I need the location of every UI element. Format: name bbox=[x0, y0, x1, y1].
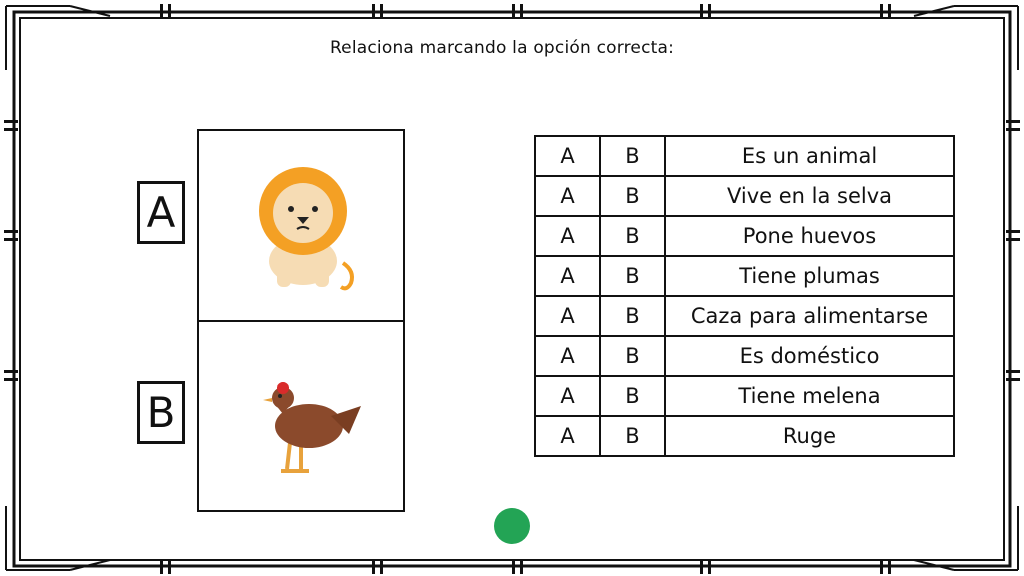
lion-illustration bbox=[243, 163, 363, 293]
statement-cell: Pone huevos bbox=[665, 216, 954, 256]
table-row bbox=[535, 296, 954, 336]
option-a-cell[interactable]: A bbox=[535, 136, 600, 176]
option-b-cell[interactable]: B bbox=[600, 216, 665, 256]
option-b-cell[interactable]: B bbox=[600, 376, 665, 416]
statement-cell: Vive en la selva bbox=[665, 176, 954, 216]
statement-cell: Ruge bbox=[665, 416, 954, 456]
option-b-cell[interactable]: B bbox=[600, 176, 665, 216]
letter-box-b: B bbox=[137, 381, 185, 444]
option-a-cell[interactable]: A bbox=[535, 296, 600, 336]
statement-cell: Es doméstico bbox=[665, 336, 954, 376]
statement-cell: Tiene plumas bbox=[665, 256, 954, 296]
option-a-cell[interactable]: A bbox=[535, 176, 600, 216]
option-a-cell[interactable]: A bbox=[535, 256, 600, 296]
hen-illustration bbox=[261, 374, 371, 484]
table-row bbox=[535, 216, 954, 256]
option-b-cell[interactable]: B bbox=[600, 136, 665, 176]
option-b-cell[interactable]: B bbox=[600, 416, 665, 456]
image-box-a bbox=[197, 129, 405, 322]
option-a-cell[interactable]: A bbox=[535, 216, 600, 256]
image-box-b bbox=[197, 320, 405, 512]
table-row bbox=[535, 256, 954, 296]
table-row bbox=[535, 376, 954, 416]
statement-cell: Es un animal bbox=[665, 136, 954, 176]
option-b-cell[interactable]: B bbox=[600, 256, 665, 296]
table-row bbox=[535, 336, 954, 376]
option-a-cell[interactable]: A bbox=[535, 416, 600, 456]
table-row bbox=[535, 176, 954, 216]
answer-table bbox=[534, 135, 955, 457]
statement-cell: Caza para alimentarse bbox=[665, 296, 954, 336]
option-b-cell[interactable]: B bbox=[600, 336, 665, 376]
statement-cell: Tiene melena bbox=[665, 376, 954, 416]
logo-icon bbox=[494, 508, 530, 544]
option-a-cell[interactable]: A bbox=[535, 376, 600, 416]
table-row bbox=[535, 416, 954, 456]
letter-box-a: A bbox=[137, 181, 185, 244]
table-row bbox=[535, 136, 954, 176]
instruction-text: Relaciona marcando la opción correcta: bbox=[329, 38, 675, 58]
option-a-cell[interactable]: A bbox=[535, 336, 600, 376]
option-b-cell[interactable]: B bbox=[600, 296, 665, 336]
